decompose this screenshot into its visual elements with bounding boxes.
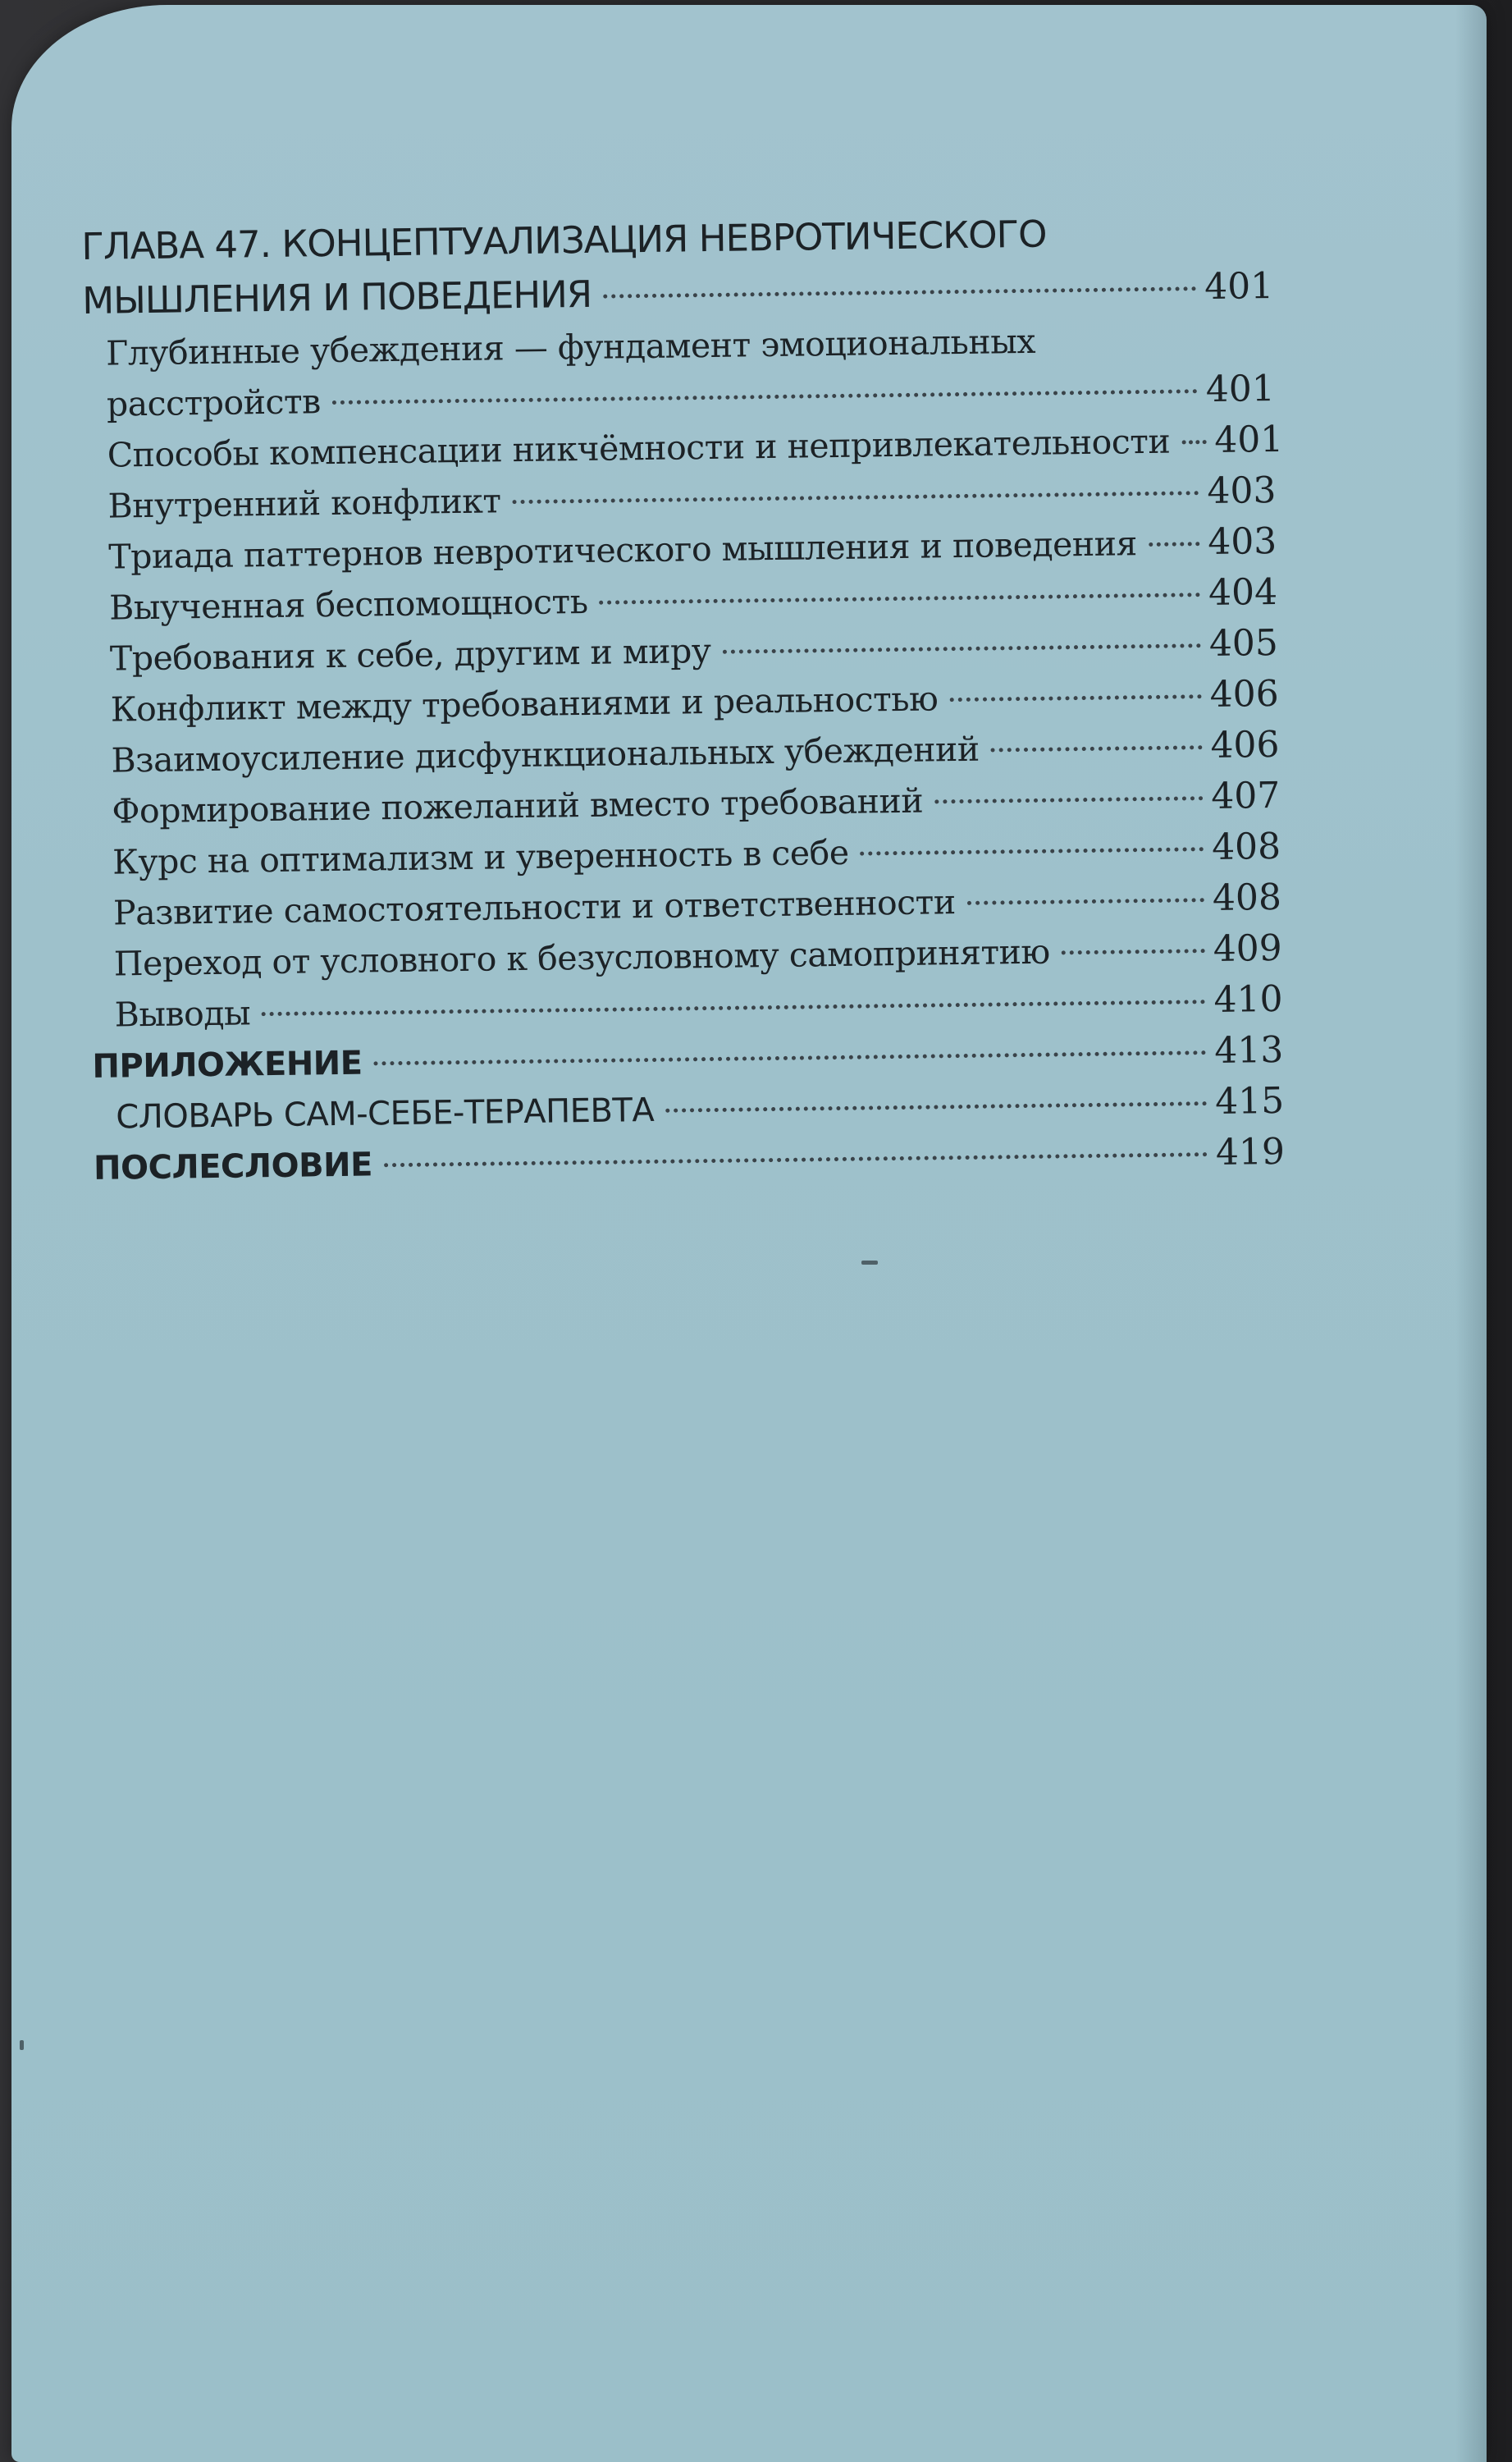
entry-label: Выученная беспомощность — [108, 581, 588, 628]
paper-speck — [20, 2040, 24, 2050]
page-number: 405 — [1208, 621, 1279, 666]
dot-leader — [1062, 949, 1205, 954]
page-number: 413 — [1214, 1028, 1284, 1073]
dot-leader — [262, 1000, 1206, 1016]
dot-leader — [1149, 542, 1199, 547]
entry-label: Переход от условного к безусловному самопринятию — [113, 931, 1050, 984]
dot-leader — [934, 796, 1203, 803]
book-page — [11, 5, 1487, 2462]
page-number: 408 — [1211, 825, 1281, 869]
paper-speck — [861, 1261, 878, 1265]
dot-leader — [603, 286, 1196, 298]
page-number: 409 — [1213, 927, 1283, 971]
entry-label: Курс на оптимализм и уверенность в себе — [112, 832, 849, 882]
entry-label: Формирование пожеланий вместо требований — [112, 780, 924, 831]
page-number: 401 — [1204, 264, 1274, 309]
dot-leader — [374, 1050, 1207, 1065]
page-number: 419 — [1215, 1130, 1286, 1174]
entry-label: Развитие самостоятельности и ответственности — [112, 882, 956, 933]
dot-leader — [1181, 440, 1206, 444]
dot-leader — [332, 389, 1198, 405]
table-of-contents — [81, 204, 1286, 1193]
chapter-title-line1: ГЛАВА 47. КОНЦЕПТУАЛИЗАЦИЯ НЕВРОТИЧЕСКОГО — [81, 212, 1047, 268]
entry-label: Внутренний конфликт — [107, 481, 501, 526]
page-number: 403 — [1207, 469, 1277, 513]
page-number: 404 — [1208, 570, 1278, 615]
dot-leader — [991, 745, 1203, 752]
afterword-label: ПОСЛЕСЛОВИЕ — [93, 1146, 373, 1188]
dot-leader — [599, 593, 1200, 605]
page-number: 406 — [1210, 723, 1280, 767]
entry-label: Требования к себе, другим и миру — [109, 631, 711, 679]
entry-label-line1: Глубинные убеждения — фундамент эмоциональных — [105, 321, 1036, 373]
page-number: 403 — [1207, 519, 1277, 564]
entry-label-line2: расстройств — [106, 382, 322, 424]
dot-leader — [513, 491, 1199, 504]
dot-leader — [949, 694, 1202, 702]
page-number: 407 — [1210, 774, 1281, 818]
page-number: 406 — [1209, 672, 1280, 716]
dot-leader — [665, 1101, 1207, 1113]
dot-leader — [384, 1152, 1208, 1167]
entry-label: Конфликт между требованиями и реальностью — [110, 679, 939, 730]
appendix-label: ПРИЛОЖЕНИЕ — [92, 1044, 363, 1086]
page-number: 410 — [1213, 977, 1283, 1022]
entry-label: Способы компенсации никчёмности и непривлекательности — [107, 421, 1171, 475]
entry-label: Взаимоусиление дисфункциональных убеждений — [111, 729, 980, 780]
chapter-title-line2: МЫШЛЕНИЯ И ПОВЕДЕНИЯ — [81, 272, 592, 323]
page-number: 415 — [1214, 1079, 1285, 1123]
dot-leader — [967, 898, 1204, 905]
dot-leader — [861, 847, 1204, 855]
page-edge-shadow — [1455, 5, 1487, 2462]
page-number: 408 — [1212, 876, 1282, 920]
dot-leader — [722, 643, 1201, 654]
dictionary-label: СЛОВАРЬ САМ-СЕБЕ-ТЕРАПЕВТА — [116, 1091, 655, 1137]
entry-label: Выводы — [114, 993, 251, 1035]
page-number: 401 — [1213, 418, 1284, 461]
page-number: 401 — [1205, 367, 1276, 411]
entry-label: Триада паттернов невротического мышления и поведения — [108, 524, 1138, 577]
